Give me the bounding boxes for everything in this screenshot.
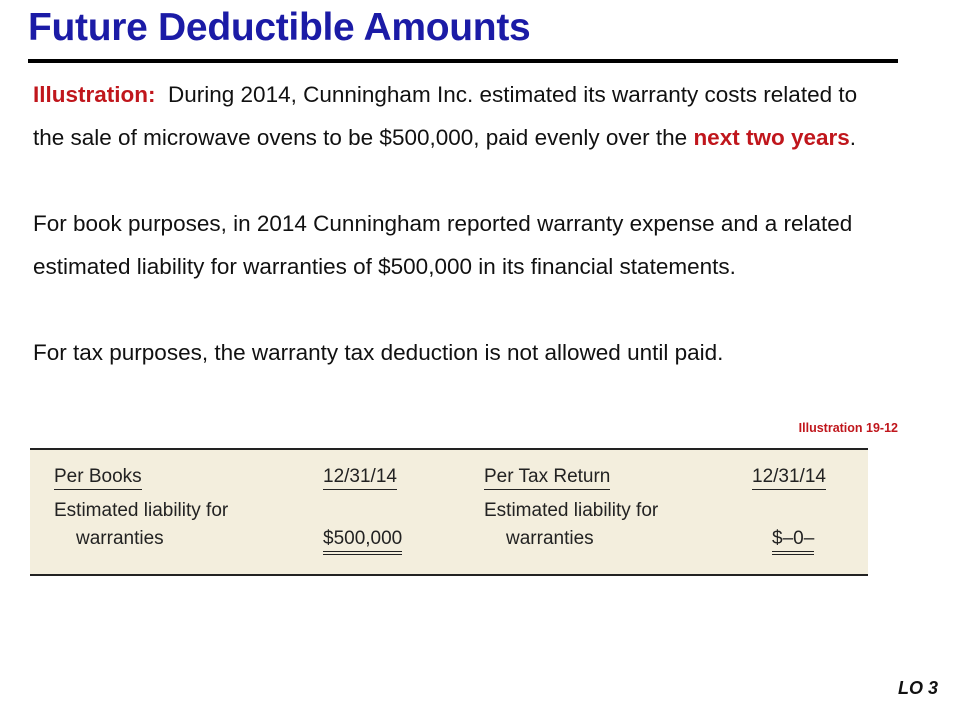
tax-date: 12/31/14: [752, 466, 826, 490]
tax-header: Per Tax Return: [484, 466, 610, 490]
page-title: Future Deductible Amounts: [28, 6, 531, 49]
illustration-label: Illustration:: [33, 82, 156, 107]
title-underline: [28, 59, 898, 63]
paragraph-illustration-text: During 2014, Cunningham Inc. estimated its warranty costs related to the sale of microwave ovens to be $500,000, paid evenly over the: [33, 82, 858, 150]
paragraph-tax-purposes: For tax purposes, the warranty tax deduction is not allowed until paid.: [33, 340, 724, 365]
tax-row-label-line2: warranties: [506, 528, 594, 549]
tax-value: $–0–: [772, 528, 814, 555]
illustration-reference: Illustration 19-12: [798, 421, 898, 435]
paragraph-illustration: [33, 73, 883, 159]
highlight-next-two-years: next two years: [693, 125, 850, 150]
books-row-label-line1: Estimated liability for: [54, 500, 229, 521]
books-row-label-line2: warranties: [76, 528, 164, 549]
paragraph-illustration-end: .: [849, 125, 857, 150]
tax-row-label-line1: Estimated liability for: [484, 500, 659, 521]
books-date: 12/31/14: [323, 466, 397, 490]
books-header: Per Books: [54, 466, 142, 490]
books-value: $500,000: [323, 528, 402, 555]
comparison-table: [30, 448, 868, 576]
learning-objective-label: LO 3: [897, 678, 938, 698]
paragraph-book-purposes: For book purposes, in 2014 Cunningham reported warranty expense and a related estimated liability for warranties of $500,000 in its financial statements.: [33, 211, 853, 279]
